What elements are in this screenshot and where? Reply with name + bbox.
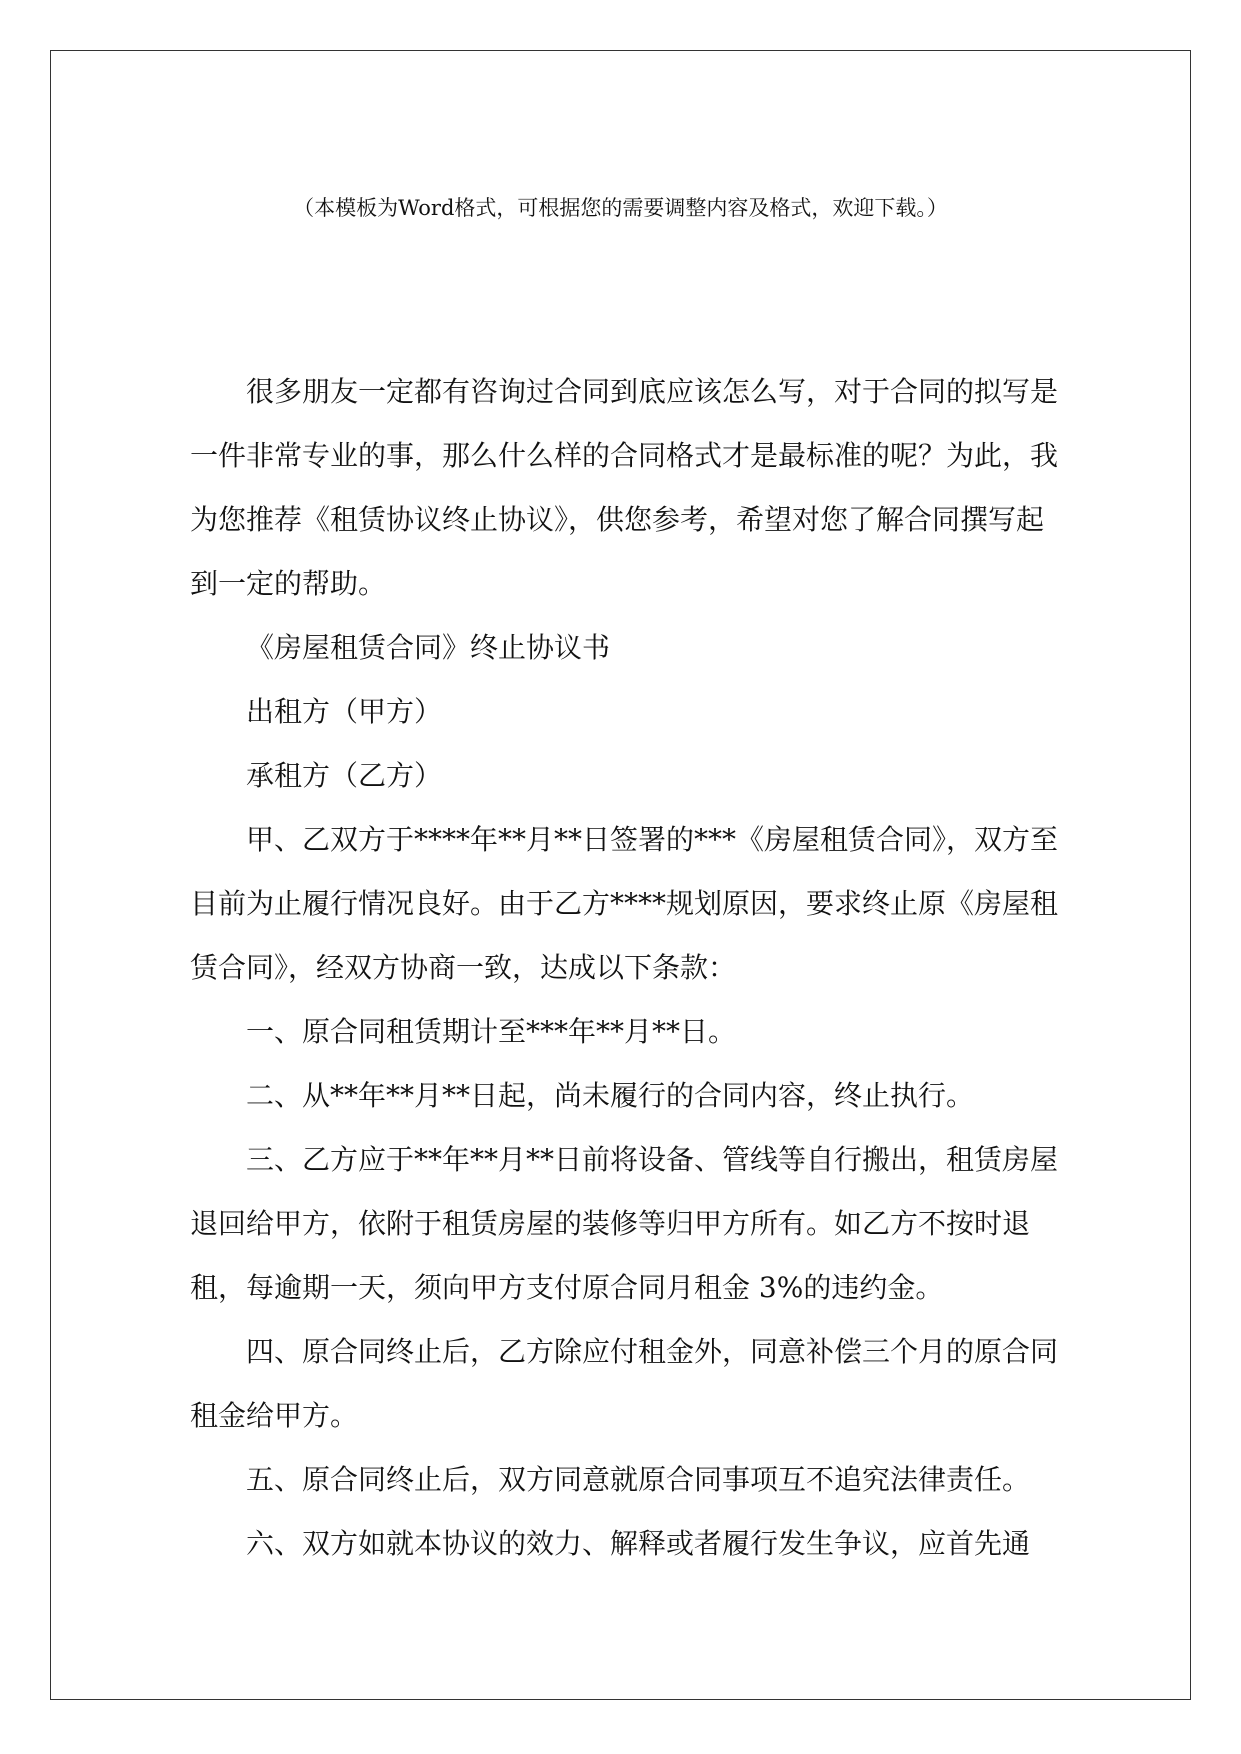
- clause-3: 三、乙方应于**年**月**日前将设备、管线等自行搬出，租赁房屋退回给甲方，依附于租赁房屋的装修等归甲方所有。如乙方不按时退租，每逾期一天，须向甲方支付原合同月租金 3%的违约金。: [190, 1143, 1059, 1304]
- clause-1: 一、原合同租赁期计至***年**月**日。: [246, 1015, 737, 1048]
- clause-5: 五、原合同终止后，双方同意就原合同事项互不追究法律责任。: [246, 1463, 1031, 1496]
- clause-2: 二、从**年**月**日起，尚未履行的合同内容，终止执行。: [246, 1079, 975, 1112]
- agreement-title: 《房屋租赁合同》终止协议书: [246, 631, 611, 664]
- preamble-paragraph: 甲、乙双方于****年**月**日签署的***《房屋租赁合同》，双方至目前为止履行情况良好。由于乙方****规划原因，要求终止原《房屋租赁合同》，经双方协商一致，达成以下条款：: [190, 823, 1059, 984]
- lessee-party: 承租方（乙方）: [246, 759, 443, 792]
- document-body: [190, 360, 1060, 1576]
- lessor-party: 出租方（甲方）: [246, 695, 443, 728]
- clause-4: 四、原合同终止后，乙方除应付租金外，同意补偿三个月的原合同租金给甲方。: [190, 1335, 1059, 1432]
- clause-6: 六、双方如就本协议的效力、解释或者履行发生争议，应首先通: [246, 1527, 1031, 1560]
- intro-paragraph: 很多朋友一定都有咨询过合同到底应该怎么写，对于合同的拟写是一件非常专业的事，那么什么样的合同格式才是最标准的呢？为此，我为您推荐《租赁协议终止协议》，供您参考，希望对您了解合同撰写起到一定的帮助。: [190, 375, 1059, 600]
- template-note: （本模板为Word格式，可根据您的需要调整内容及格式，欢迎下载。）: [293, 196, 948, 220]
